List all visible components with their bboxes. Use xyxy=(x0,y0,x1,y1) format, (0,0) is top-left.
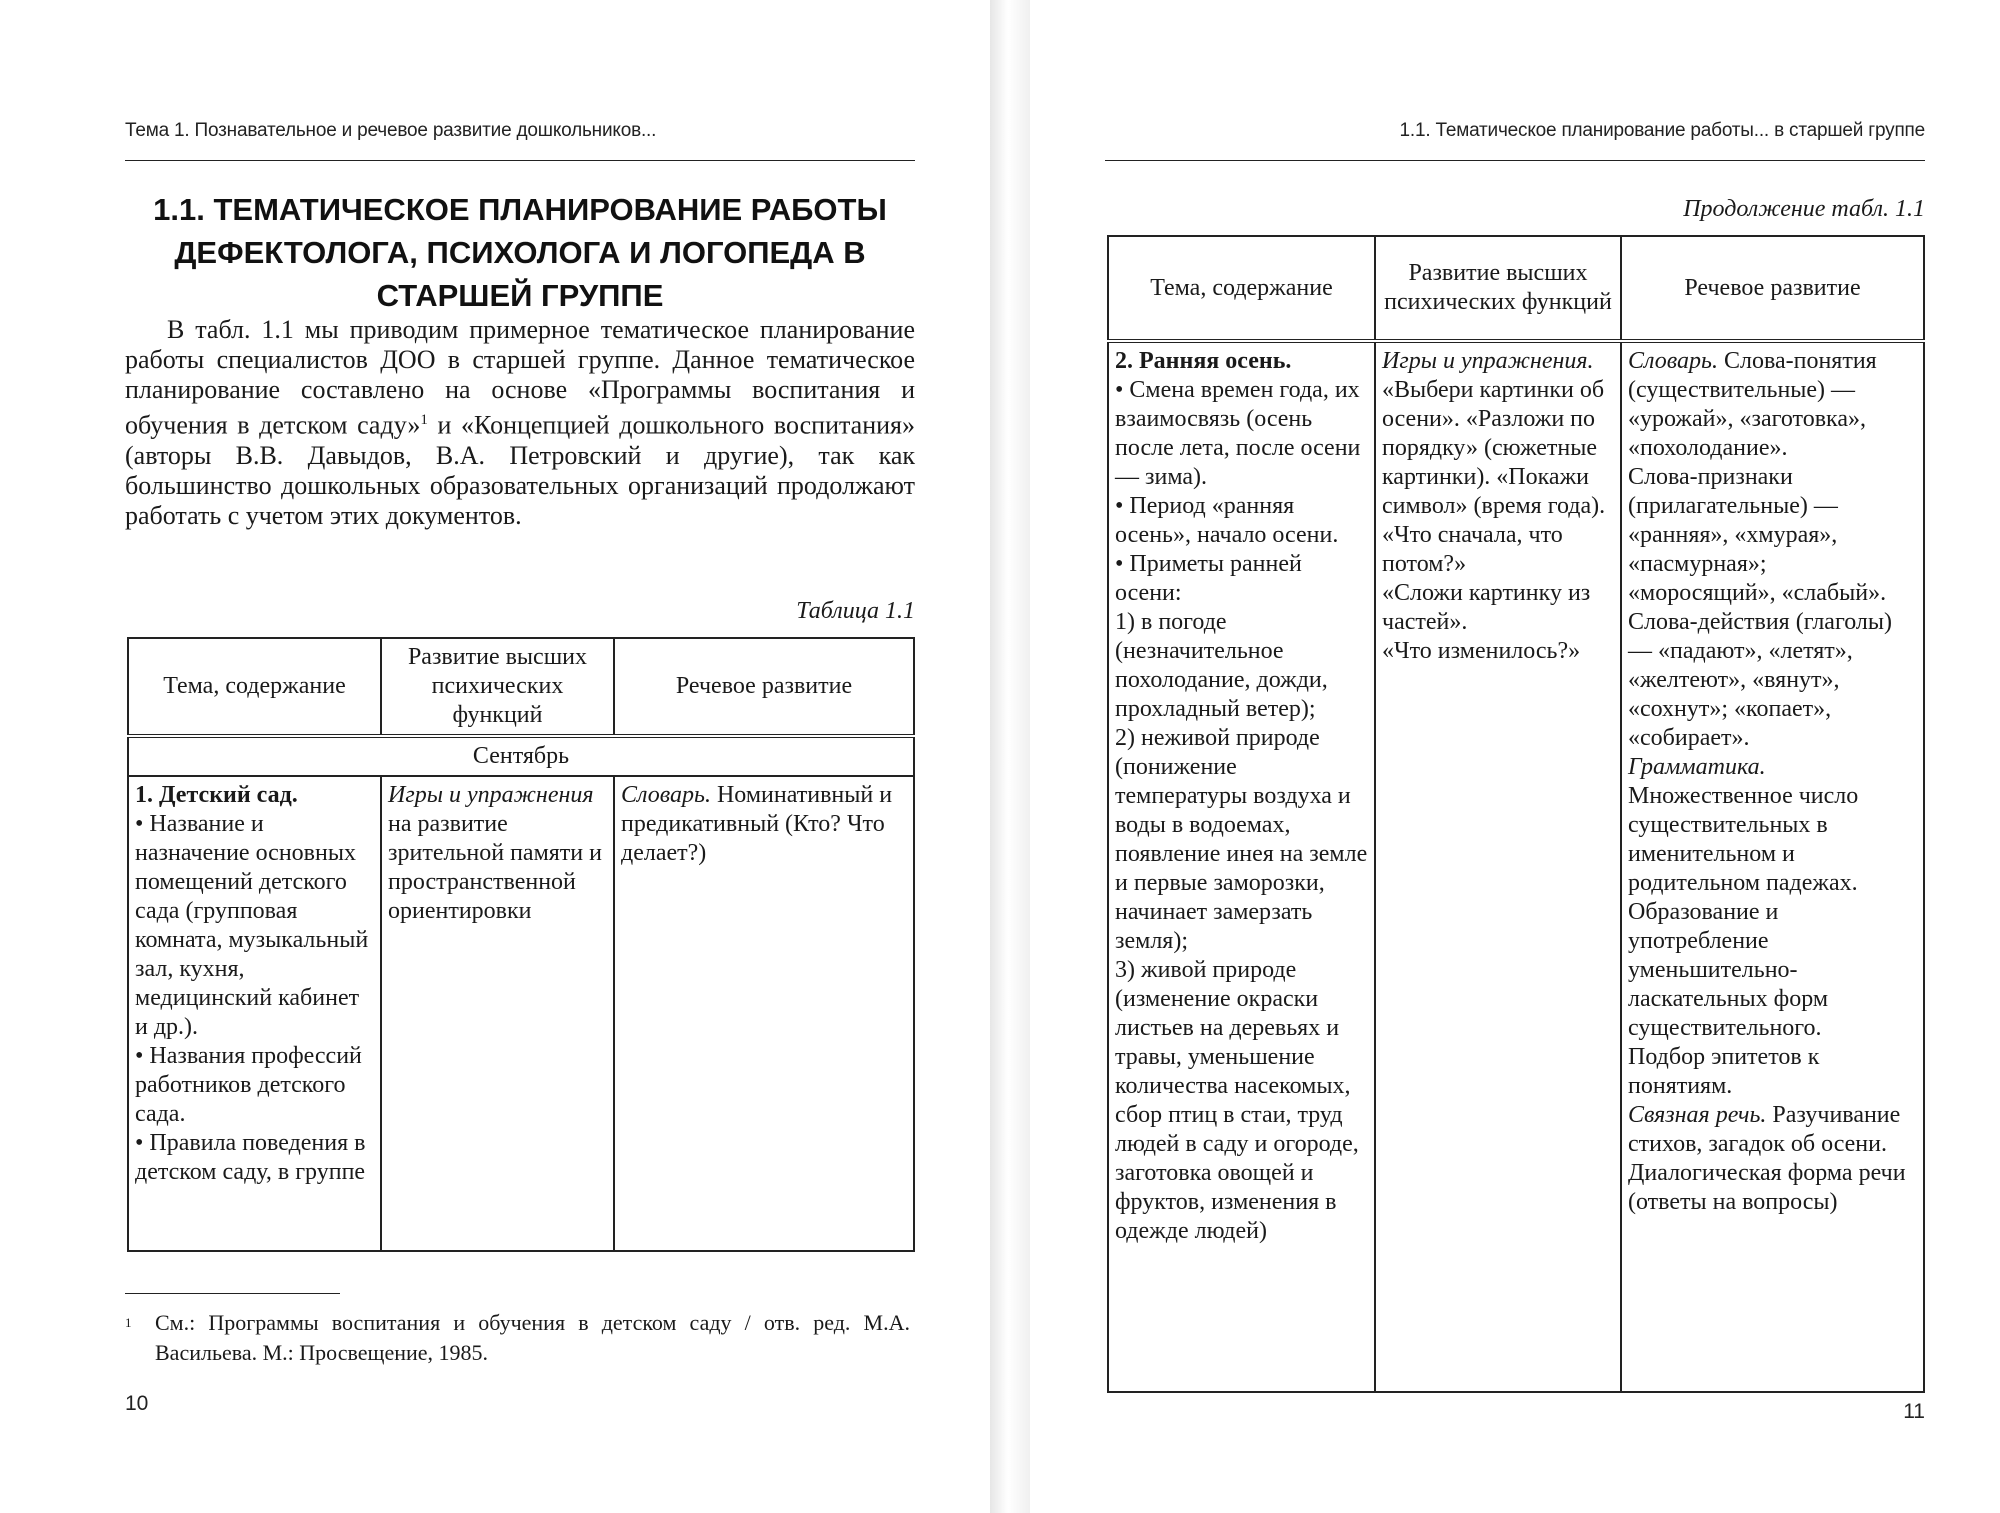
speech-text: Слова-действия (глаголы) — «падают», «летят», «желтеют», «вянут», «сохнут»; «копает», «собирает». xyxy=(1628,609,1892,751)
topic-item: • Смена времен года, их взаимосвязь (осень после лета, после осени — зима). xyxy=(1115,377,1361,490)
table-header-row xyxy=(128,638,914,736)
speech-block xyxy=(1628,753,1917,898)
table-right xyxy=(1107,235,1925,1393)
header-rule-right xyxy=(1105,160,1925,161)
header-speech: Речевое развитие xyxy=(1621,236,1924,341)
intro-text-1: В табл. 1.1 мы приводим примерное тематическое планирование работы специалистов ДОО в старшей группе. Данное тематическое планирование составлено на основе «Программы воспитания и обучения в детском саду» xyxy=(125,315,915,440)
speech-block xyxy=(1628,898,1917,1043)
speech-block xyxy=(1628,1043,1917,1101)
table-left xyxy=(127,637,915,1252)
header-speech: Речевое развитие xyxy=(614,638,914,736)
functions-item: «Выбери картинки об осени». «Разложи по порядку» (сюжетные картинки). «Покажи символ» (время года). xyxy=(1382,377,1606,519)
section-title: 1.1. ТЕМАТИЧЕСКОЕ ПЛАНИРОВАНИЕ РАБОТЫ ДЕФЕКТОЛОГА, ПСИХОЛОГА И ЛОГОПЕДА В СТАРШЕЙ ГРУППЕ xyxy=(153,192,887,313)
month-label: Сентябрь xyxy=(128,736,914,776)
topic-item: • Приметы ранней осени: xyxy=(1115,551,1302,606)
book-spine xyxy=(990,0,1030,1513)
speech-label: Словарь. xyxy=(621,782,711,808)
functions-text: на развитие зрительной памяти и пространственной ориентировки xyxy=(388,811,602,924)
speech-block xyxy=(1628,1101,1917,1159)
table-caption-right: Продолжение табл. 1.1 xyxy=(1683,196,1925,222)
speech-text: Слова-признаки (прилагательные) — «ранняя», «хмурая», «пасмурная»; «моросящий», «слабый». xyxy=(1628,464,1887,606)
topic-item: 3) живой природе (изменение окраски листьев на деревьях и травы, уменьшение количества насекомых, сбор птиц в стаи, труд людей в саду и огороде, заготовка овощей и фруктов, изменения в одежде людей) xyxy=(1115,957,1359,1244)
intro-paragraph xyxy=(125,315,915,531)
speech-label: Грамматика. xyxy=(1628,754,1766,780)
right-page xyxy=(1030,0,2000,1513)
speech-text: Номинативный и предикативный (Кто? Что делает?) xyxy=(621,782,893,866)
running-head-left: Тема 1. Познавательное и речевое развитие дошкольников... xyxy=(125,120,657,141)
functions-item: «Сложи картинку из частей». xyxy=(1382,580,1591,635)
running-head-right: 1.1. Тематическое планирование работы... в старшей группе xyxy=(1399,120,1925,141)
header-functions: Развитие высших психических функций xyxy=(381,638,614,736)
speech-text: Образование и употребление уменьшительно-ласкательных форм существительного. xyxy=(1628,899,1829,1041)
speech-text: Разучивание стихов, загадок об осени. xyxy=(1628,1102,1901,1157)
functions-cell xyxy=(381,776,614,1251)
intro-text-2: и «Концепцией дошкольного воспитания» (авторы В.В. Давыдов, В.А. Петровский и другие), так как большинство дошкольных образовательных организаций продолжают работать с учетом этих документов. xyxy=(125,410,915,530)
footnote-text: См.: Программы воспитания и обучения в детском саду / отв. ред. М.А. Васильева. М.: Просвещение, 1985. xyxy=(155,1310,910,1365)
footnote-rule xyxy=(125,1293,340,1294)
functions-cell xyxy=(1375,341,1621,1392)
topic-item: • Название и назначение основных помещений детского сада (групповая комната, музыкальный зал, кухня, медицинский кабинет и др.). xyxy=(135,811,369,1040)
topic-title: 2. Ранняя осень. xyxy=(1115,348,1292,374)
month-row xyxy=(128,736,914,776)
page-number-right: 11 xyxy=(1903,1400,1925,1423)
page-number-left: 10 xyxy=(125,1392,149,1415)
header-rule-left xyxy=(125,160,915,161)
functions-item: «Что сначала, что потом?» xyxy=(1382,522,1563,577)
speech-block xyxy=(1628,347,1917,463)
functions-label: Игры и упражнения xyxy=(388,782,594,808)
speech-block xyxy=(1628,1159,1917,1217)
table-row xyxy=(128,776,914,1251)
topic-title: 1. Детский сад. xyxy=(135,782,298,808)
speech-text: Слова-понятия (существительные) — «урожай», «заготовка», «похолодание». xyxy=(1628,348,1877,461)
speech-cell xyxy=(1621,341,1924,1392)
header-topic: Тема, содержание xyxy=(128,638,381,736)
footnote-ref[interactable]: 1 xyxy=(420,412,428,428)
header-topic: Тема, содержание xyxy=(1108,236,1375,341)
topic-item: • Названия профессий работников детского сада. xyxy=(135,1043,362,1127)
table-header-row xyxy=(1108,236,1924,341)
speech-block xyxy=(1628,608,1917,753)
topic-cell xyxy=(1108,341,1375,1392)
topic-item: 1) в погоде (незначительное похолодание, дожди, прохладный ветер); xyxy=(1115,609,1328,722)
functions-label: Игры и упражнения. xyxy=(1382,348,1594,374)
speech-text: Подбор эпитетов к понятиям. xyxy=(1628,1044,1820,1099)
speech-cell xyxy=(614,776,914,1251)
topic-item: • Период «ранняя осень», начало осени. xyxy=(1115,493,1339,548)
header-functions: Развитие высших психических функций xyxy=(1375,236,1621,341)
footnote xyxy=(125,1308,915,1368)
footnote-mark: 1 xyxy=(125,1315,132,1330)
speech-text: Множественное число существительных в именительном и родительном падежах. xyxy=(1628,783,1859,896)
left-page xyxy=(0,0,990,1513)
speech-label: Связная речь. xyxy=(1628,1102,1767,1128)
table-row xyxy=(1108,341,1924,1392)
functions-item: «Что изменилось?» xyxy=(1382,638,1581,664)
speech-block xyxy=(1628,463,1917,608)
speech-text: Диалогическая форма речи (ответы на вопросы) xyxy=(1628,1160,1906,1215)
topic-item: 2) неживой природе (понижение температуры воздуха и воды в водоемах, появление инея на земле и первые заморозки, начинает замерзать земля); xyxy=(1115,725,1368,954)
table-caption-left: Таблица 1.1 xyxy=(796,598,915,624)
topic-item: • Правила поведения в детском саду, в группе xyxy=(135,1130,366,1185)
speech-label: Словарь. xyxy=(1628,348,1718,374)
topic-cell xyxy=(128,776,381,1251)
